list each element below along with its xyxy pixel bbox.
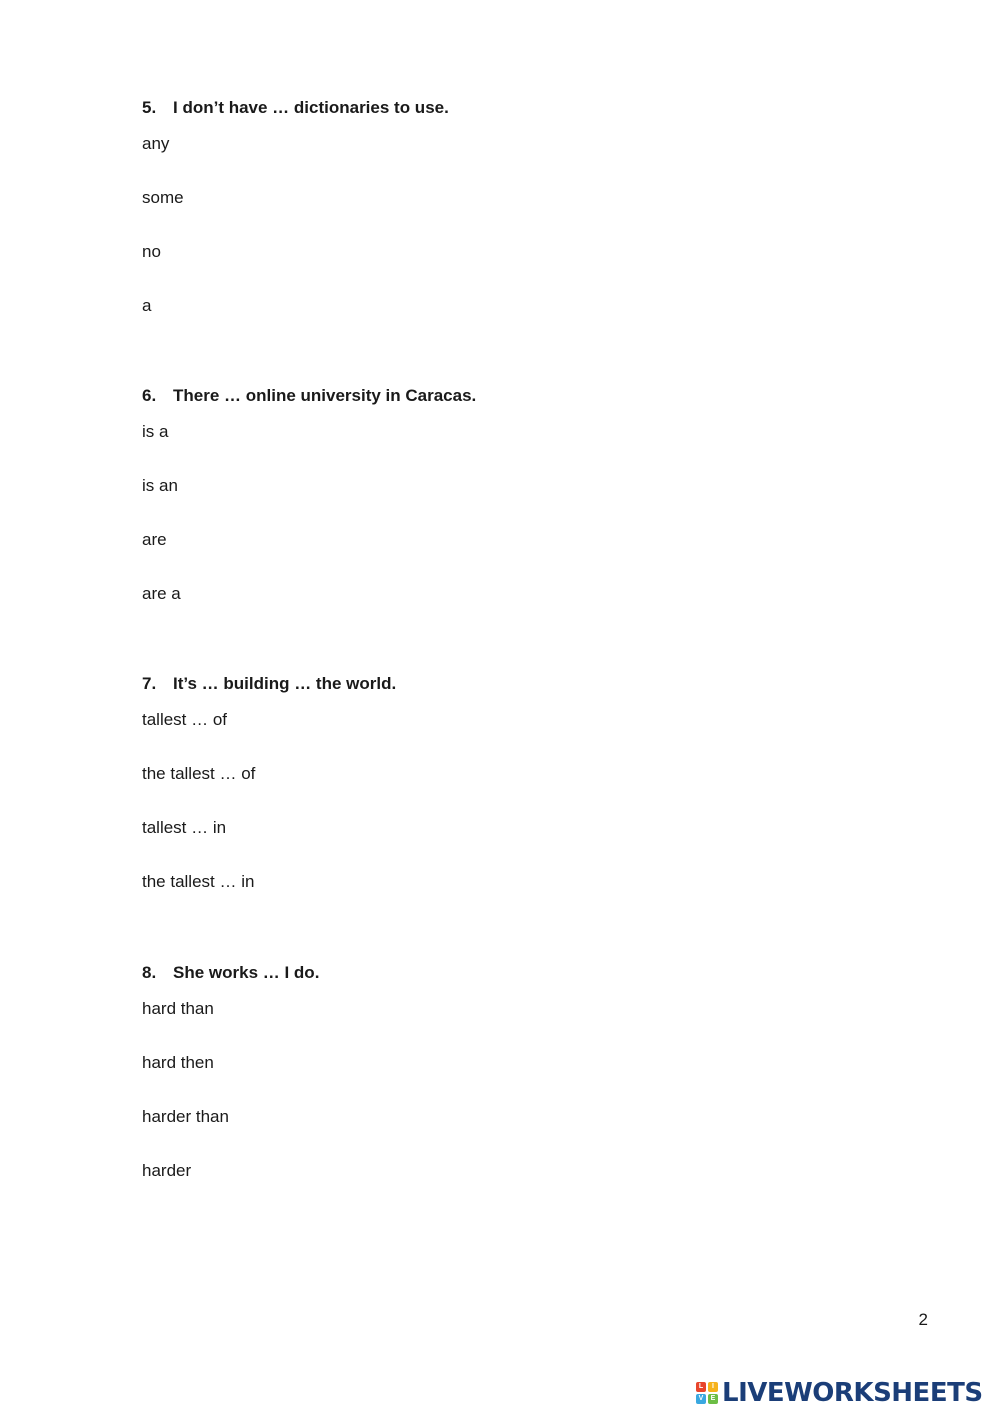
answer-option[interactable]: is an [142,476,178,495]
answer-option[interactable]: some [142,188,184,207]
liveworksheets-logo [696,1376,983,1410]
question-text: I don’t have … dictionaries to use. [173,98,449,117]
question-7 [142,673,396,893]
page-number: 2 [918,1310,928,1329]
question-8 [142,962,319,1182]
question-text: It’s … building … the world. [173,674,397,693]
logo-mark-cell: V [696,1394,706,1404]
answer-option[interactable]: the tallest … in [142,872,255,891]
answer-option[interactable]: no [142,242,161,261]
answer-option[interactable]: hard then [142,1053,214,1072]
question-stem [142,962,319,984]
answer-option[interactable]: any [142,134,170,153]
question-stem [142,385,476,407]
question-number: 7. [142,674,157,693]
answer-option[interactable]: the tallest … of [142,764,256,783]
question-stem [142,97,449,119]
question-number: 8. [142,963,157,982]
question-text: There … online university in Caracas. [173,386,477,405]
logo-text: LIVEWORKSHEETS [722,1378,983,1408]
answer-option[interactable]: hard than [142,999,214,1018]
question-5 [142,97,449,317]
logo-mark-cell: I [708,1382,718,1392]
answer-option[interactable]: are [142,530,167,549]
question-stem [142,673,396,695]
answer-option[interactable]: tallest … in [142,818,227,837]
answer-option[interactable]: harder than [142,1107,229,1126]
logo-mark-cell: L [696,1382,706,1392]
logo-mark-icon [696,1382,718,1404]
question-number: 6. [142,386,157,405]
question-text: She works … I do. [173,963,320,982]
question-number: 5. [142,98,157,117]
answer-option[interactable]: a [142,296,152,315]
question-6 [142,385,476,605]
answer-option[interactable]: tallest … of [142,710,228,729]
answer-option[interactable]: is a [142,422,169,441]
logo-mark-cell: E [708,1394,718,1404]
answer-option[interactable]: harder [142,1161,192,1180]
answer-option[interactable]: are a [142,584,181,603]
